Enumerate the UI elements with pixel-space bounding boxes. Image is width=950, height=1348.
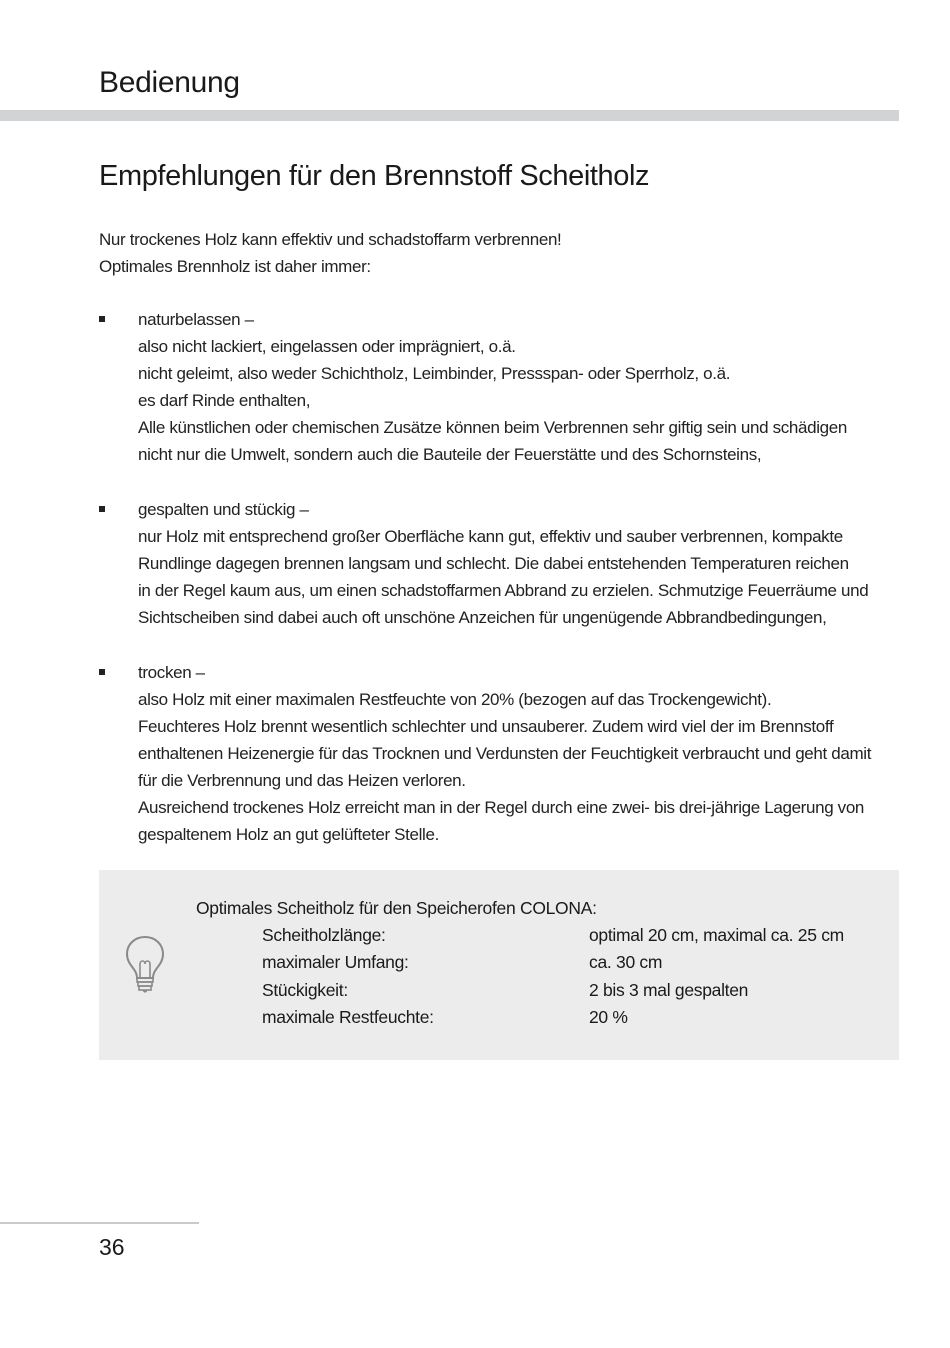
bullet-line: enthaltenen Heizenergie für das Trocknen und Verdunsten der Feuchtigkeit verbraucht und geht damit	[138, 744, 872, 763]
spec-value: optimal 20 cm, maximal ca. 25 cm	[589, 925, 844, 945]
intro-paragraph	[99, 226, 561, 280]
spec-row-moisture	[262, 1007, 628, 1028]
bullet-square-icon	[99, 506, 105, 512]
info-box-title: Optimales Scheitholz für den Speicherofen COLONA:	[196, 898, 597, 918]
spec-value: 2 bis 3 mal gespalten	[589, 980, 749, 1000]
info-box	[99, 870, 899, 1060]
bullet-line: nur Holz mit entsprechend großer Oberfläche kann gut, effektiv und sauber verbrennen, kompakte	[138, 527, 843, 546]
spec-value: ca. 30 cm	[589, 952, 663, 972]
spec-row-length	[262, 925, 844, 946]
intro-line: Nur trockenes Holz kann effektiv und schadstoffarm verbrennen!	[99, 230, 562, 249]
bullet-text	[138, 306, 898, 468]
bullet-text	[138, 659, 898, 848]
spec-label: Stückigkeit:	[262, 980, 348, 1000]
lightbulb-icon	[123, 934, 167, 994]
bullet-line: Feuchteres Holz brennt wesentlich schlechter und unsauberer. Zudem wird viel der im Brennstoff	[138, 717, 834, 736]
bullet-line: gespaltenem Holz an gut gelüfteter Stelle.	[138, 825, 439, 844]
bullet-line: also nicht lackiert, eingelassen oder imprägniert, o.ä.	[138, 337, 516, 356]
bullet-line: gespalten und stückig –	[138, 500, 309, 519]
intro-line: Optimales Brennholz ist daher immer:	[99, 257, 371, 276]
spec-label: maximale Restfeuchte:	[262, 1007, 434, 1027]
bullet-square-icon	[99, 669, 105, 675]
section-title: Bedienung	[99, 66, 240, 99]
bullet-line: nicht nur die Umwelt, sondern auch die Bauteile der Feuerstätte und des Schornsteins,	[138, 445, 762, 464]
spec-value: 20 %	[589, 1007, 628, 1027]
bullet-line: Alle künstlichen oder chemischen Zusätze können beim Verbrennen sehr giftig sein und schädigen	[138, 418, 847, 437]
bullet-text	[138, 496, 898, 631]
header-rule	[0, 110, 899, 121]
spec-row-splitting	[262, 980, 749, 1001]
bullet-line: Ausreichend trockenes Holz erreicht man in der Regel durch eine zwei- bis drei-jährige Lagerung von	[138, 798, 865, 817]
page-heading: Empfehlungen für den Brennstoff Scheitholz	[99, 160, 650, 192]
bullet-line: naturbelassen –	[138, 310, 254, 329]
bullet-square-icon	[99, 316, 105, 322]
spec-row-circumference	[262, 952, 663, 973]
spec-label: Scheitholzlänge:	[262, 925, 386, 945]
bullet-line: es darf Rinde enthalten,	[138, 391, 311, 410]
bullet-line: in der Regel kaum aus, um einen schadstoffarmen Abbrand zu erzielen. Schmutzige Feuerräume und	[138, 581, 869, 600]
bullet-line: trocken –	[138, 663, 205, 682]
bullet-line: Sichtscheiben sind dabei auch oft unschöne Anzeichen für ungenügende Abbrandbedingungen,	[138, 608, 827, 627]
spec-label: maximaler Umfang:	[262, 952, 409, 972]
bullet-line: Rundlinge dagegen brennen langsam und schlecht. Die dabei entstehenden Temperaturen reichen	[138, 554, 849, 573]
bullet-line: also Holz mit einer maximalen Restfeuchte von 20% (bezogen auf das Trockengewicht).	[138, 690, 772, 709]
footer-rule	[0, 1222, 199, 1224]
bullet-line: für die Verbrennung und das Heizen verloren.	[138, 771, 466, 790]
bullet-line: nicht geleimt, also weder Schichtholz, Leimbinder, Pressspan- oder Sperrholz, o.ä.	[138, 364, 731, 383]
page-number: 36	[99, 1234, 125, 1260]
